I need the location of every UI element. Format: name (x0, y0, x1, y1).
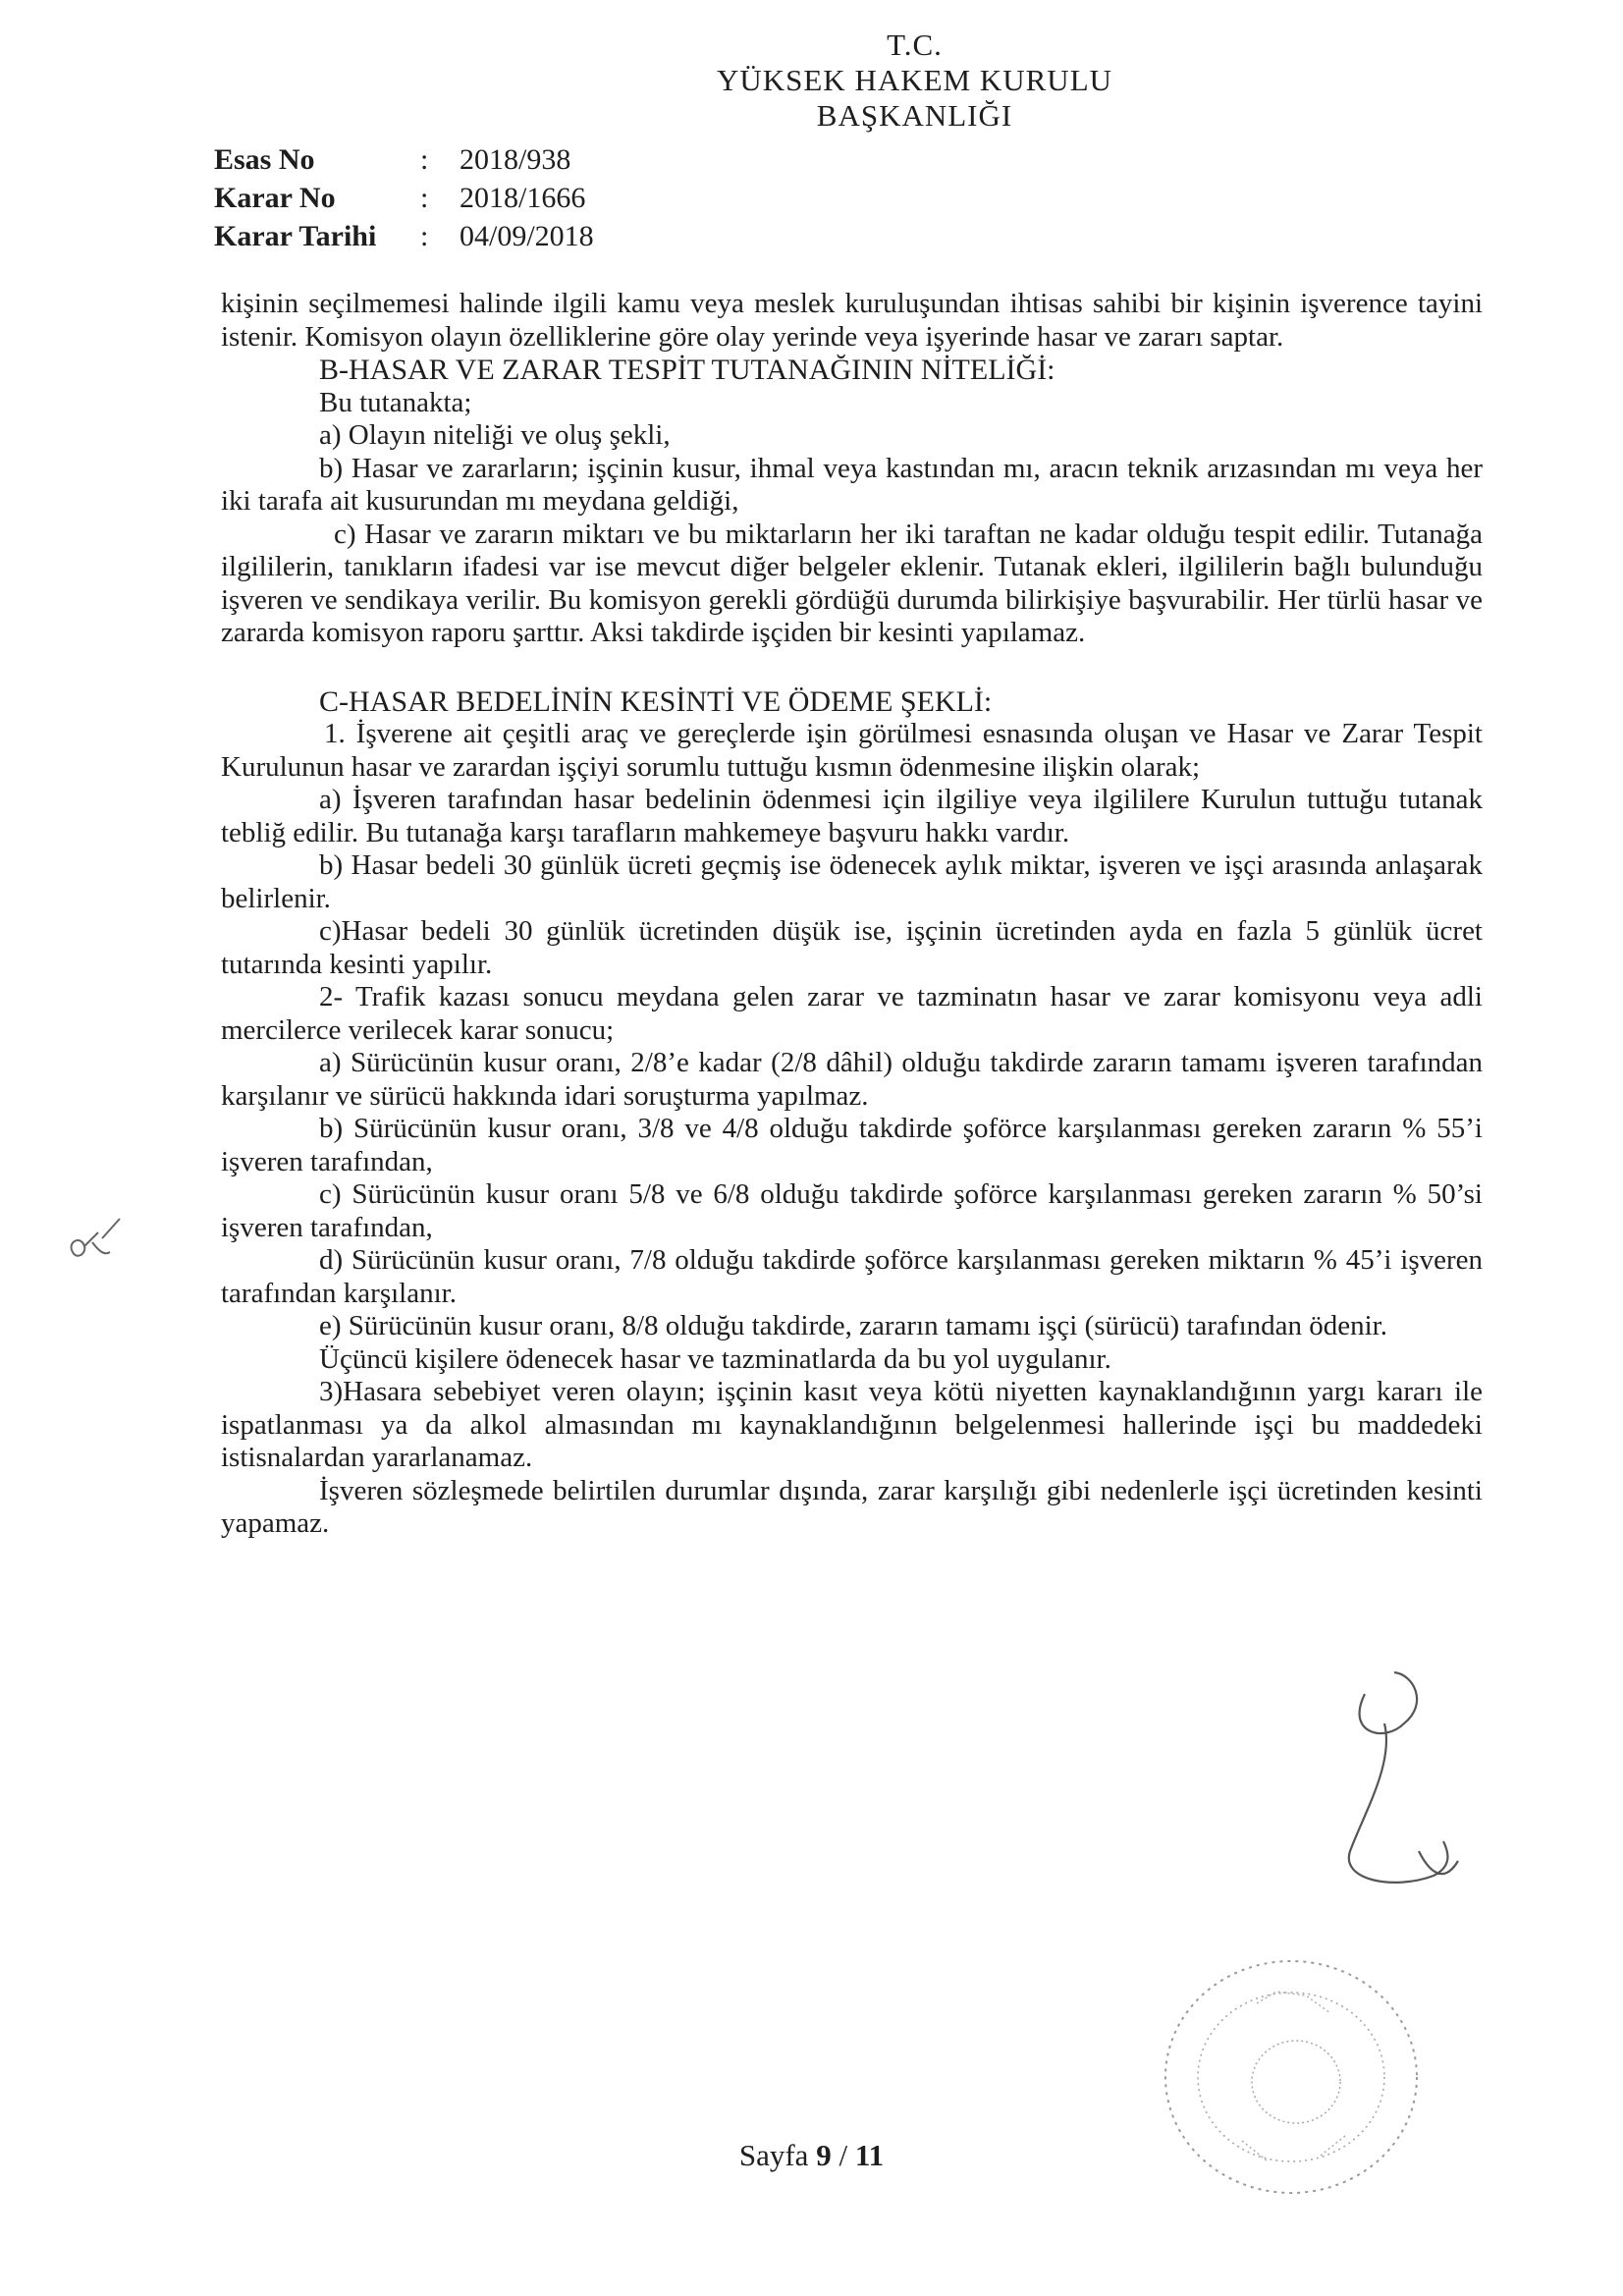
paragraph: 2- Trafik kazası sonucu meydana gelen zarar ve tazminatın hasar ve zarar komisyonu veya adli mercilerce verilecek karar sonucu; (221, 981, 1483, 1046)
meta-row-esas (214, 140, 594, 179)
paragraph: b) Sürücünün kusur oranı, 3/8 ve 4/8 olduğu takdirde şoförce karşılanması gereken zararın % 55’i işveren tarafından, (221, 1113, 1483, 1177)
meta-label: Karar Tarihi (214, 220, 377, 252)
paragraph: 1. İşverene ait çeşitli araç ve gereçlerde işin görülmesi esnasında oluşan ve Hasar ve Zarar Tespit Kurulunun hasar ve zarardan işçiyi sorumlu tuttuğu kısmın ödenmesine ilişkin olarak; (221, 718, 1483, 783)
meta-sep: : (420, 143, 429, 176)
paragraph: a) Sürücünün kusur oranı, 2/8’e kadar (2/8 dâhil) olduğu takdirde zararın tamamı işveren tarafından karşılanır ve sürücü hakkında idari soruşturma yapılmaz. (221, 1047, 1483, 1112)
section-heading-c: C-HASAR BEDELİNİN KESİNTİ VE ÖDEME ŞEKLİ: (319, 684, 993, 718)
meta-row-tarih (214, 217, 594, 255)
page-total: 11 (854, 2138, 885, 2172)
meta-sep: : (420, 220, 429, 252)
meta-value: 2018/1666 (460, 182, 586, 214)
meta-label: Esas No (214, 143, 315, 176)
header-institution: YÜKSEK HAKEM KURULU (716, 63, 1113, 97)
header-presidency: BAŞKANLIĞI (816, 98, 1013, 133)
paragraph: İşveren sözleşmede belirtilen durumlar dışında, zarar karşılığı gibi nedenlerle işçi ücretinden kesinti yapamaz. (221, 1474, 1483, 1539)
paragraph: 3)Hasara sebebiyet veren olayın; işçinin kasıt veya kötü niyetten kaynaklandığının yargı kararı ile ispatlanması ya da alkol almasından mı kaynaklandığının belgelenmesi hallerinde işçi bu maddedeki istisnalardan yararlanamaz. (221, 1376, 1483, 1473)
signature-icon (1247, 1665, 1483, 1910)
section-heading-b: B-HASAR VE ZARAR TESPİT TUTANAĞININ NİTELİĞİ: (319, 354, 1055, 386)
paragraph: e) Sürücünün kusur oranı, 8/8 olduğu takdirde, zararın tamamı işçi (sürücü) tarafından ödenir. (319, 1310, 1387, 1341)
paragraph: a) İşveren tarafından hasar bedelinin ödenmesi için ilgiliye veya ilgililere Kurulun tuttuğu tutanak tebliğ edilir. Bu tutanağa karşı tarafların mahkemeye başvuru hakkı vardır. (221, 784, 1483, 848)
page-label: Sayfa (738, 2138, 809, 2172)
paragraph: b) Hasar ve zararların; işçinin kusur, ihmal veya kastından mı, aracın teknik arızasından mı veya her iki tarafa ait kusurundan mı meydana geldiği, (221, 452, 1483, 517)
meta-row-karar (214, 179, 594, 217)
page-footer (0, 2138, 1623, 2173)
paragraph: a) Olayın niteliği ve oluş şekli, (319, 419, 671, 451)
paragraph: Bu tutanakta; (319, 386, 472, 418)
paragraph: b) Hasar bedeli 30 günlük ücreti geçmiş ise ödenecek aylık miktar, işveren ve işçi arasında anlaşarak belirlenir. (221, 849, 1483, 914)
header-tc: T.C. (887, 27, 943, 62)
case-meta (214, 140, 594, 255)
page-current: 9 (816, 2138, 832, 2172)
page-sep: / (839, 2138, 848, 2172)
paragraph: kişinin seçilmemesi halinde ilgili kamu veya meslek kuruluşundan ihtisas sahibi bir kişinin işverence tayini istenir. Komisyon olayın özelliklerine göre olay yerinde veya işyerinde hasar ve zararı saptar. (221, 288, 1483, 353)
meta-sep: : (420, 182, 429, 214)
meta-label: Karar No (214, 182, 336, 214)
meta-value: 04/09/2018 (460, 220, 594, 252)
document-header (0, 27, 1623, 134)
spacer (221, 650, 1483, 685)
handwritten-initial-icon (59, 1213, 137, 1282)
paragraph: Üçüncü kişilere ödenecek hasar ve tazminatlarda da bu yol uygulanır. (319, 1342, 1111, 1375)
document-body (221, 288, 1483, 1541)
meta-value: 2018/938 (460, 143, 571, 176)
paragraph: c)Hasar bedeli 30 günlük ücretinden düşük ise, işçinin ücretinden ayda en fazla 5 günlük ücret tutarında kesinti yapılır. (221, 915, 1483, 980)
paragraph: c) Hasar ve zararın miktarı ve bu miktarların her iki taraftan ne kadar olduğu tespit edilir. Tutanağa ilgililerin, tanıkların ifadesi var ise mevcut diğer belgeler eklenir. Tutanak ekleri, ilgililerin bağlı bulunduğu işveren ve sendikaya verilir. Bu komisyon gerekli gördüğü durumda bilirkişiye başvurabilir. Her türlü hasar ve zararda komisyon raporu şarttır. Aksi takdirde işçiden bir kesinti yapılamaz. (221, 518, 1483, 648)
paragraph: c) Sürücünün kusur oranı 5/8 ve 6/8 olduğu takdirde şoförce karşılanması gereken zararın % 50’si işveren tarafından, (221, 1178, 1483, 1243)
paragraph: d) Sürücünün kusur oranı, 7/8 olduğu takdirde şoförce karşılanması gereken miktarın % 45’i işveren tarafından karşılanır. (221, 1244, 1483, 1309)
